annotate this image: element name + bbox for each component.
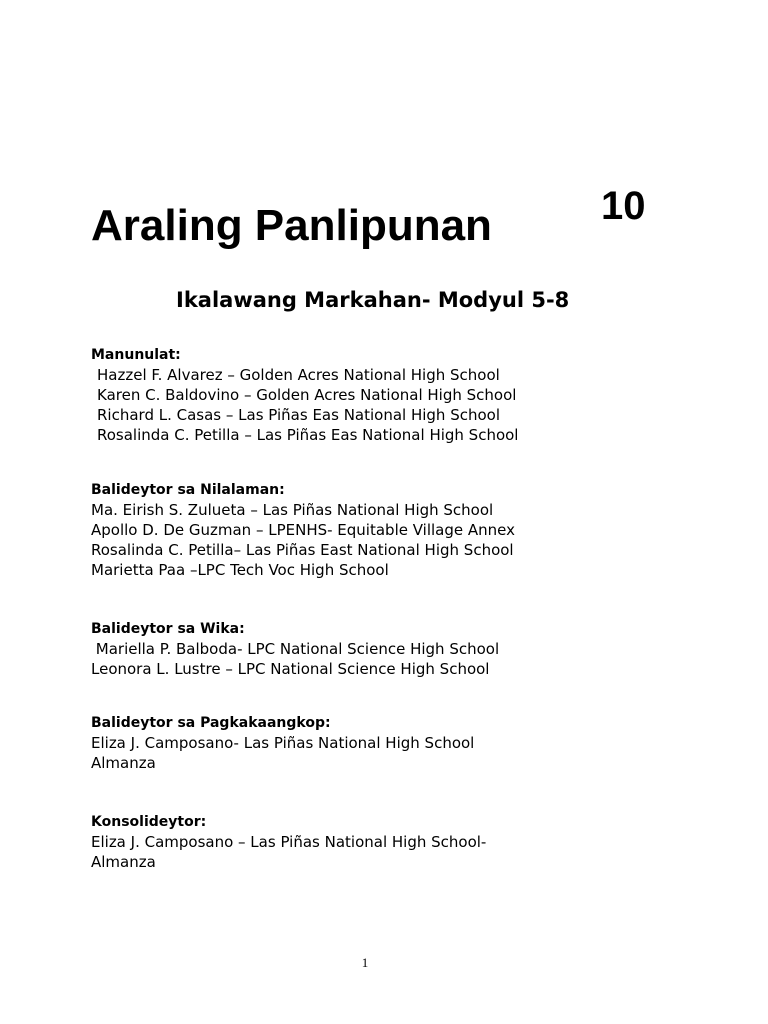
section-balideytor-nilalaman xyxy=(91,480,515,580)
section-heading: Balideytor sa Wika: xyxy=(91,621,245,637)
document-subtitle: Ikalawang Markahan- Modyul 5-8 xyxy=(176,288,570,312)
credit-line: Rosalinda C. Petilla – Las Piñas Eas National High School xyxy=(97,426,519,444)
credit-line: Karen C. Baldovino – Golden Acres National High School xyxy=(97,386,517,404)
credit-line: Eliza J. Camposano- Las Piñas National High School xyxy=(91,734,475,752)
section-heading: Balideytor sa Nilalaman: xyxy=(91,482,285,498)
section-heading: Konsolideytor: xyxy=(91,814,207,830)
credit-line: Mariella P. Balboda- LPC National Science High School xyxy=(91,640,500,658)
credit-line: Almanza xyxy=(91,853,156,871)
credit-line: Rosalinda C. Petilla– Las Piñas East National High School xyxy=(91,541,514,559)
credit-line: Marietta Paa –LPC Tech Voc High School xyxy=(91,561,389,579)
grade-level: 10 xyxy=(601,184,646,228)
credit-line: Hazzel F. Alvarez – Golden Acres National High School xyxy=(97,366,500,384)
section-balideytor-pagkakaangkop xyxy=(91,713,474,773)
credit-line: Richard L. Casas – Las Piñas Eas National High School xyxy=(97,406,501,424)
section-heading: Manunulat: xyxy=(91,347,181,363)
document-title: Araling Panlipunan xyxy=(91,201,492,250)
page-number: 1 xyxy=(361,955,369,970)
credit-line: Leonora L. Lustre – LPC National Science High School xyxy=(91,660,490,678)
section-heading: Balideytor sa Pagkakaangkop: xyxy=(91,715,331,731)
credit-line: Apollo D. De Guzman – LPENHS- Equitable Village Annex xyxy=(91,521,515,539)
section-balideytor-wika xyxy=(91,619,499,679)
credit-line: Eliza J. Camposano – Las Piñas National High School- xyxy=(91,833,487,851)
credit-line: Almanza xyxy=(91,754,156,772)
section-manunulat xyxy=(91,345,518,445)
section-konsolideytor xyxy=(91,812,486,872)
credit-line: Ma. Eirish S. Zulueta – Las Piñas National High School xyxy=(91,501,494,519)
